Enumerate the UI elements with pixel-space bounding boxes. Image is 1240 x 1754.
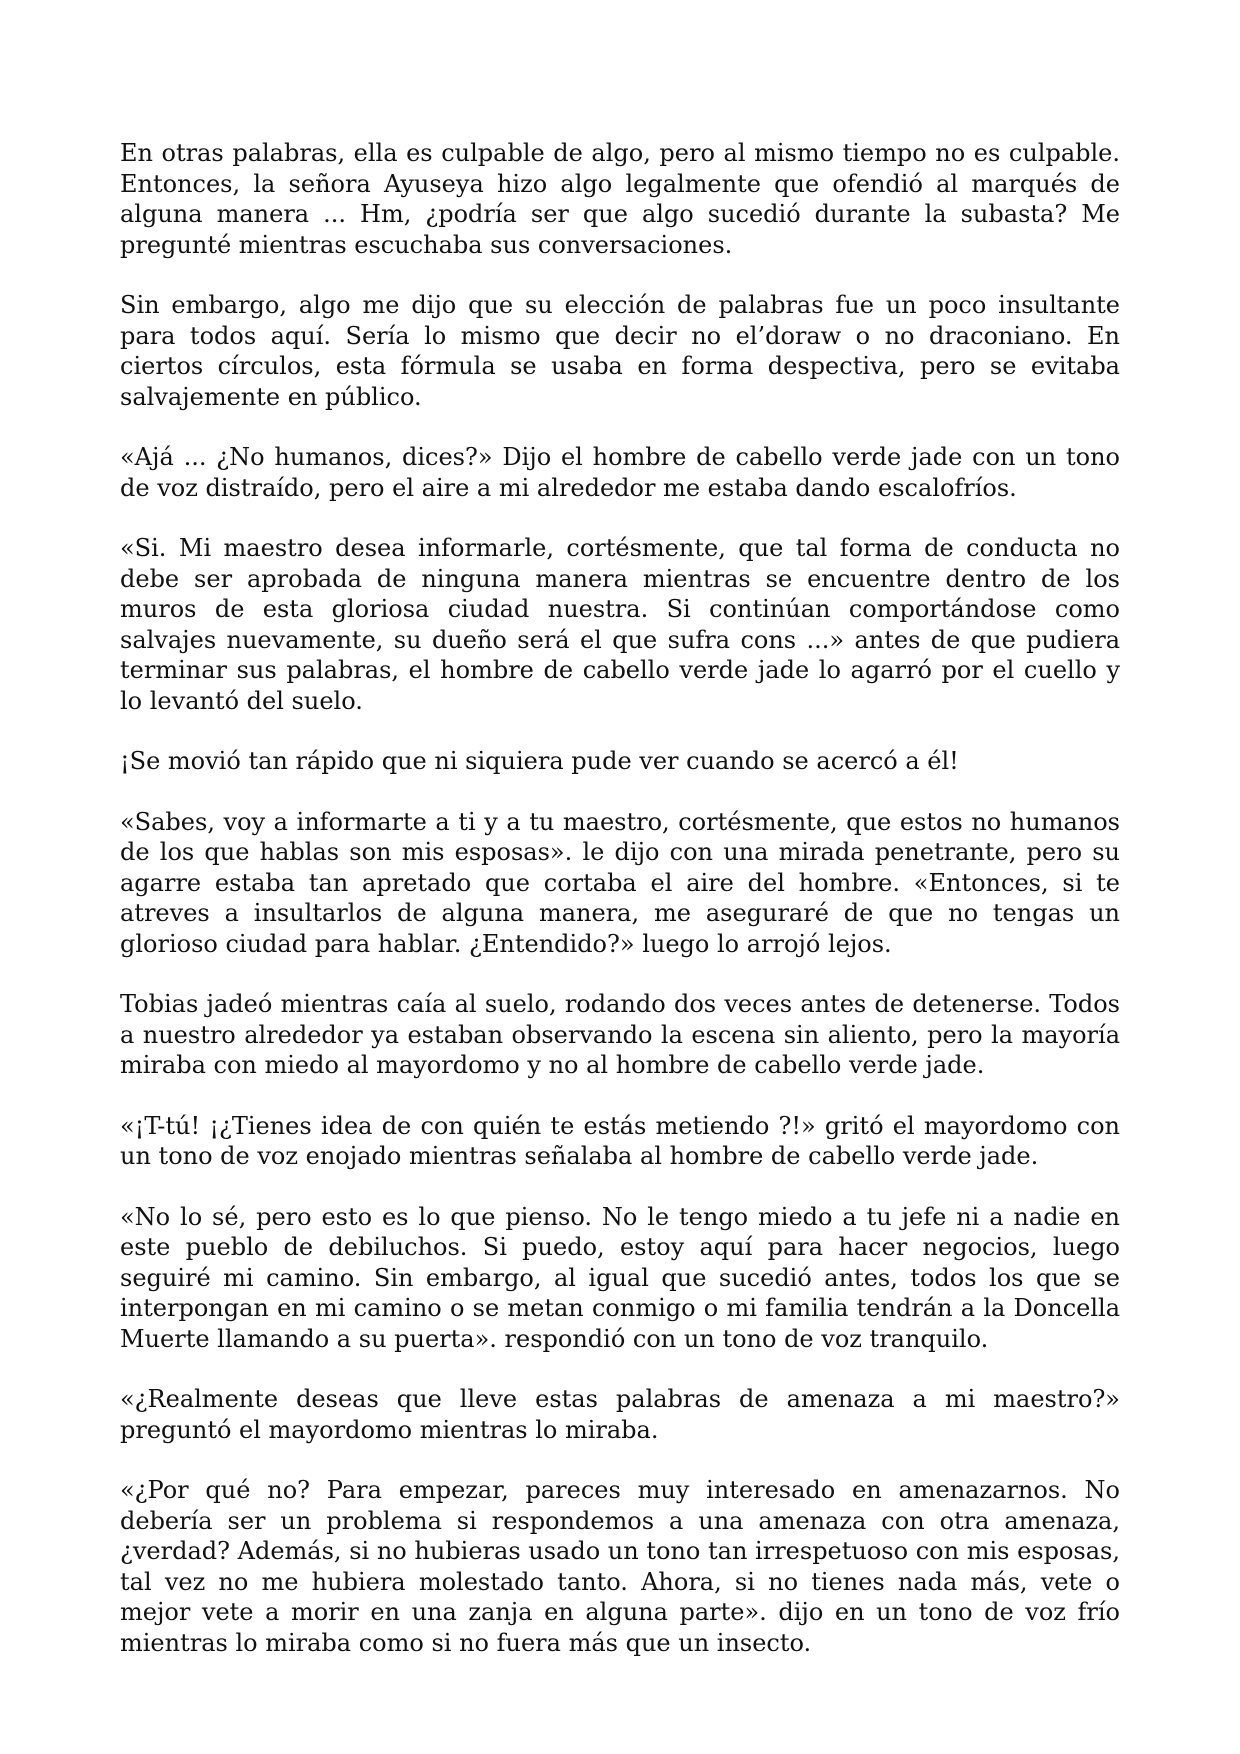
paragraph: «Sabes, voy a informarte a ti y a tu maestro, cortésmente, que estos no humanos de los que hablas son mis esposas». le dijo con una mirada penetrante, pero su agarre estaba tan apretado que cortaba el aire del hombre. «Entonces, si te atreves a insultarlos de alguna manera, me aseguraré de que no tengas un glorioso ciudad para hablar. ¿Entendido?» luego lo arrojó lejos. <box>120 807 1120 958</box>
paragraph: Tobias jadeó mientras caía al suelo, rodando dos veces antes de detenerse. Todos a nuestro alrededor ya estaban observando la escena sin aliento, pero la mayoría miraba con miedo al mayordomo y no al hombre de cabello verde jade. <box>120 990 1120 1079</box>
paragraph: Sin embargo, algo me dijo que su elección de palabras fue un poco insultante para todos aquí. Sería lo mismo que decir no el’doraw o no draconiano. En ciertos círculos, esta fórmula se usaba en forma despectiva, pero se evitaba salvajemente en público. <box>120 291 1120 411</box>
document-page <box>120 138 1120 1658</box>
paragraph: ¡Se movió tan rápido que ni siquiera pude ver cuando se acercó a él! <box>120 747 959 775</box>
paragraph: «Si. Mi maestro desea informarle, cortésmente, que tal forma de conducta no debe ser aprobada de ninguna manera mientras se encuentre dentro de los muros de esta gloriosa ciudad nuestra. Si continúan comportándose como salvajes nuevamente, su dueño será el que sufra cons ...» antes de que pudiera terminar sus palabras, el hombre de cabello verde jade lo agarró por el cuello y lo levantó del suelo. <box>120 534 1120 715</box>
paragraph: «¿Por qué no? Para empezar, pareces muy interesado en amenazarnos. No debería ser un problema si respondemos a una amenaza con otra amenaza, ¿verdad? Además, si no hubieras usado un tono tan irrespetuoso con mis esposas, tal vez no me hubiera molestado tanto. Ahora, si no tienes nada más, vete o mejor vete a morir en una zanja en alguna parte». dijo en un tono de voz frío mientras lo miraba como si no fuera más que un insecto. <box>120 1476 1120 1657</box>
paragraph: En otras palabras, ella es culpable de algo, pero al mismo tiempo no es culpable. Entonces, la señora Ayuseya hizo algo legalmente que ofendió al marqués de alguna manera ... Hm, ¿podría ser que algo sucedió durante la subasta? Me pregunté mientras escuchaba sus conversaciones. <box>120 139 1120 259</box>
paragraph: «Ajá ... ¿No humanos, dices?» Dijo el hombre de cabello verde jade con un tono de voz distraído, pero el aire a mi alrededor me estaba dando escalofríos. <box>120 443 1120 502</box>
paragraph: «No lo sé, pero esto es lo que pienso. No le tengo miedo a tu jefe ni a nadie en este pueblo de debiluchos. Si puedo, estoy aquí para hacer negocios, luego seguiré mi camino. Sin embargo, al igual que sucedió antes, todos los que se interpongan en mi camino o se metan conmigo o mi familia tendrán a la Doncella Muerte llamando a su puerta». respondió con un tono de voz tranquilo. <box>120 1202 1120 1353</box>
paragraph: «¿Realmente deseas que lleve estas palabras de amenaza a mi maestro?» preguntó el mayordomo mientras lo miraba. <box>120 1385 1120 1444</box>
paragraph: «¡T-tú! ¡¿Tienes idea de con quién te estás metiendo ?!» gritó el mayordomo con un tono de voz enojado mientras señalaba al hombre de cabello verde jade. <box>120 1111 1120 1170</box>
